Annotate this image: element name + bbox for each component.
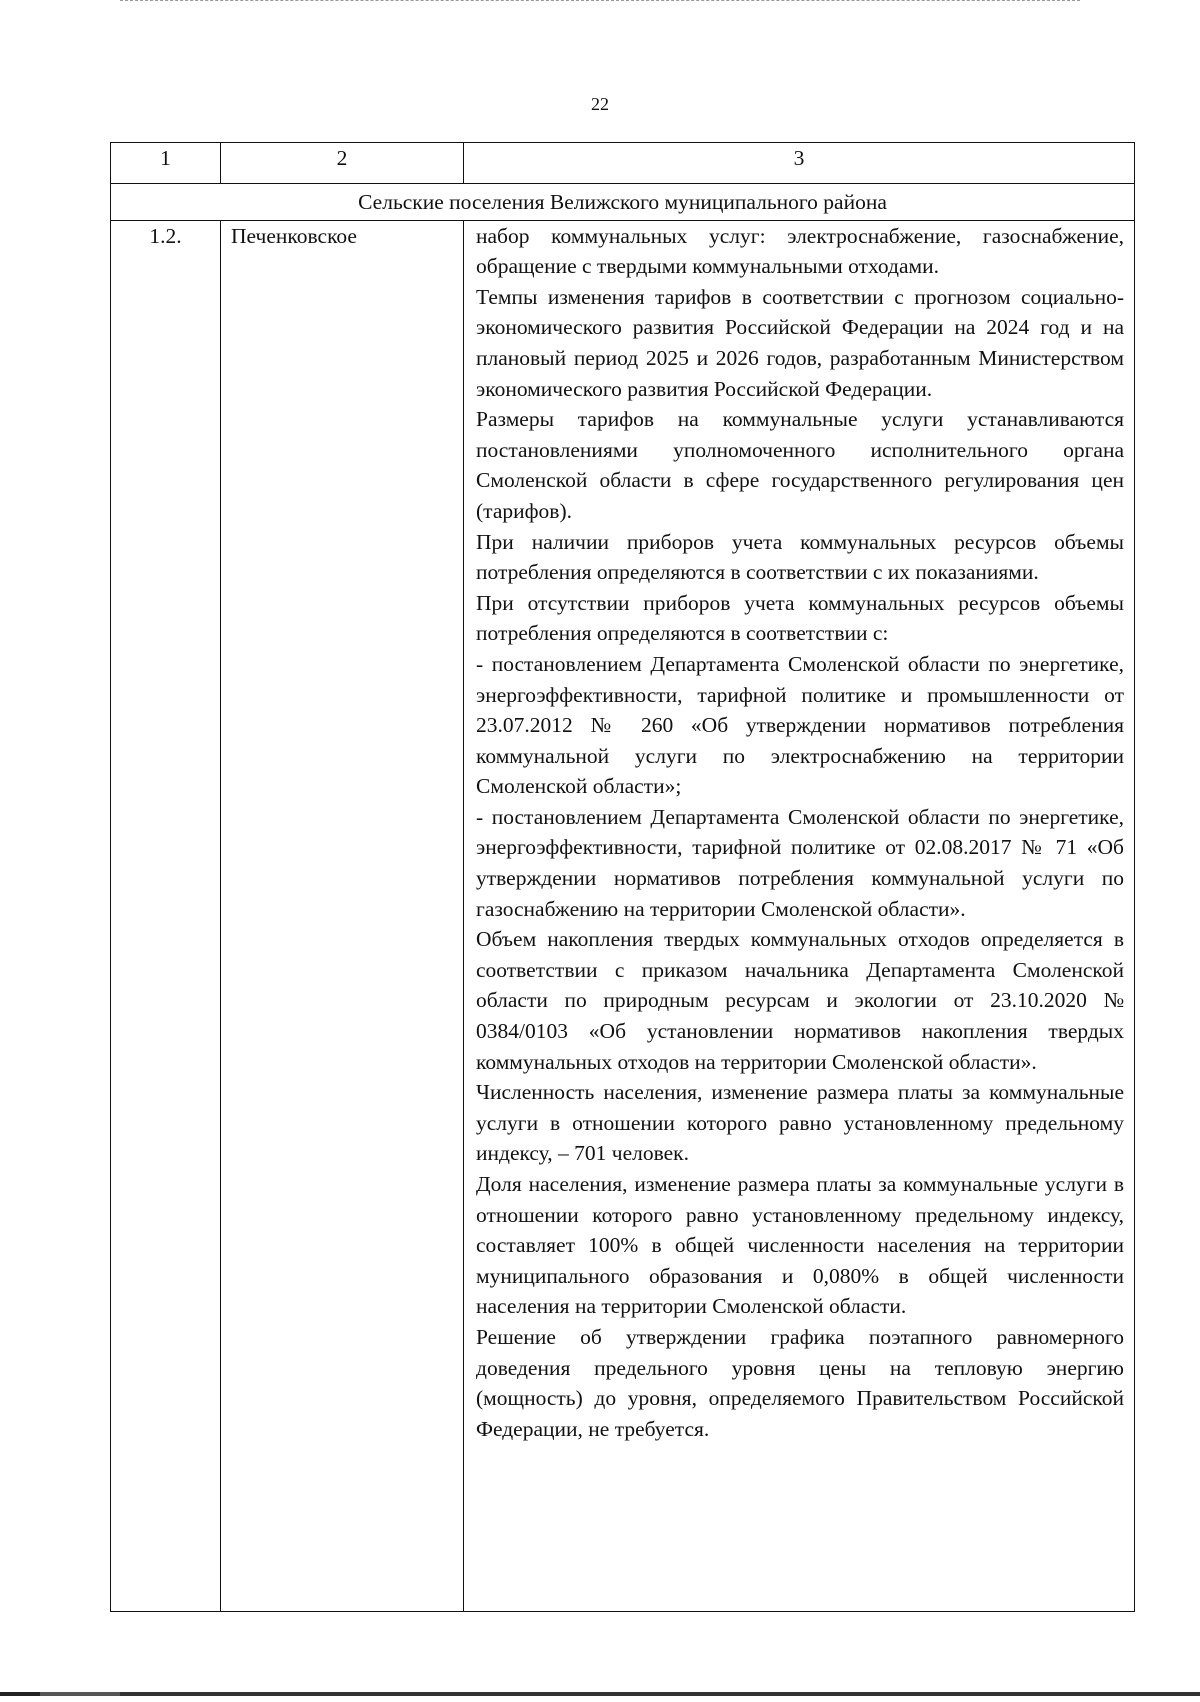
description-paragraph: Объем накопления твердых коммунальных отходов определяется в соответствии с приказом начальника Департамента Смоленской области по природным ресурсам и экологии от 23.10.2020 № 0384/0103 «Об установлении нормативов накопления твердых коммунальных отходов на территории Смоленской области». [476, 927, 1124, 1074]
page-number: 22 [591, 94, 609, 114]
description-paragraph: - постановлением Департамента Смоленской области по энергетике, энергоэффективности, тарифной политике и промышленности от 23.07.2012 № 260 «Об утверждении нормативов потребления коммунальной услуги по электроснабжению на территории Смоленской области»; [476, 651, 1124, 799]
column-header-1: 1 [111, 143, 221, 184]
description-paragraph: При наличии приборов учета коммунальных ресурсов объемы потребления определяются в соответствии с их показаниями. [476, 529, 1124, 585]
scan-top-edge [120, 0, 1080, 3]
description-paragraph: - постановлением Департамента Смоленской области по энергетике, энергоэффективности, тарифной политике от 02.08.2017 № 71 «Об утверждении нормативов потребления коммунальной услуги по газоснабжению на территории Смоленской области». [476, 804, 1124, 921]
table-row [111, 220, 1135, 1611]
section-row [111, 184, 1135, 221]
table-header-row [111, 143, 1135, 184]
description-paragraph: Численность населения, изменение размера платы за коммунальные услуги в отношении которого равно установленному предельному индексу, – 701 человек. [476, 1080, 1124, 1166]
description-paragraph: Размеры тарифов на коммунальные услуги устанавливаются постановлениями уполномоченного исполнительного органа Смоленской области в сфере государственного регулирования цен (тарифов). [476, 407, 1124, 523]
description-paragraph: Доля населения, изменение размера платы за коммунальные услуги в отношении которого равно установленному предельному индексу, составляет 100% в общей численности населения на территории муниципального образования и 0,080% в общей численности населения на территории Смоленской области. [476, 1172, 1124, 1319]
column-header-2: 2 [221, 143, 464, 184]
tariff-table [110, 142, 1135, 1612]
settlement-name: Печенковское [221, 220, 464, 1611]
scan-bottom-edge [0, 1692, 1200, 1696]
description-paragraph: Темпы изменения тарифов в соответствии с прогнозом социально-экономического развития Российской Федерации на 2024 год и на плановый период 2025 и 2026 годов, разработанным Министерством экономического развития Российской Федерации. [476, 284, 1124, 401]
description-paragraph: набор коммунальных услуг: электроснабжение, газоснабжение, обращение с твердыми коммунальными отходами. [476, 223, 1124, 279]
description-paragraph: При отсутствии приборов учета коммунальных ресурсов объемы потребления определяются в соответствии с: [476, 590, 1124, 646]
description-paragraph: Решение об утверждении графика поэтапного равномерного доведения предельного уровня цены на тепловую энергию (мощность) до уровня, определяемого Правительством Российской Федерации, не требуется. [476, 1324, 1124, 1441]
row-number: 1.2. [111, 220, 221, 1611]
row-description [464, 220, 1135, 1611]
section-title: Сельские поселения Велижского муниципального района [111, 184, 1135, 221]
column-header-3: 3 [464, 143, 1135, 184]
